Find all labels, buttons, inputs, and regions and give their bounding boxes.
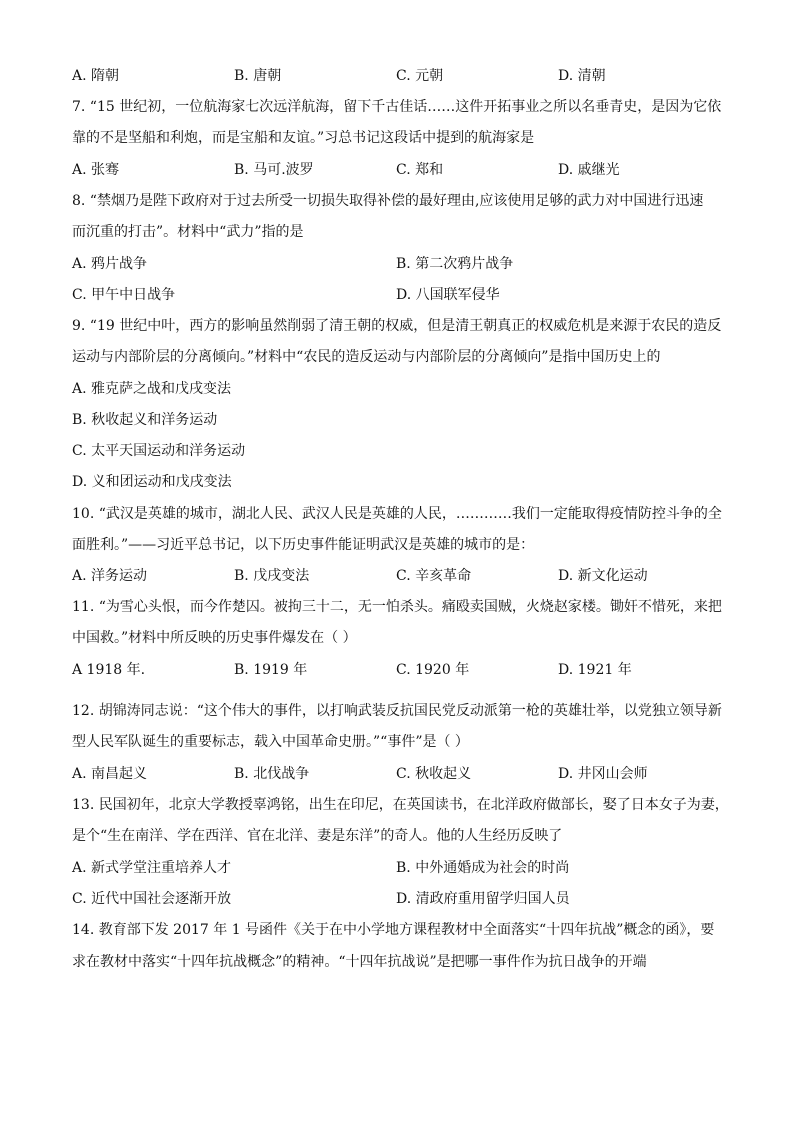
option-b: B. 1919 年	[234, 662, 308, 678]
option-b: B. 北伐战争	[234, 766, 310, 782]
option-d: D. 清政府重用留学归国人员	[396, 891, 570, 907]
option-c: C. 郑和	[396, 162, 444, 178]
option-c: C. 近代中国社会逐渐开放	[72, 891, 232, 907]
q9-option-c: C. 太平天国运动和洋务运动	[72, 443, 246, 459]
q13-stem-line1: 13. 民国初年，北京大学教授辜鸿铭，出生在印尼，在英国读书，在北洋政府做部长，娶了日本女子为妻，	[72, 797, 729, 813]
option-b: B. 第二次鸦片战争	[396, 256, 514, 272]
q12-stem-line1: 12. 胡锦涛同志说：“这个伟大的事件，以打响武装反抗国民党反动派第一枪的英雄壮举，以党独立领导新	[72, 703, 722, 719]
option-c: C. 甲午中日战争	[72, 287, 176, 303]
q9-option-a: A. 雅克萨之战和戊戌变法	[72, 381, 232, 397]
option-d: D. 井冈山会师	[558, 766, 648, 782]
option-d: D. 戚继光	[558, 162, 620, 178]
q10-stem-line2: 面胜利。”——习近平总书记，以下历史事件能证明武汉是英雄的城市的是：	[72, 537, 535, 553]
q8-options-row1	[72, 254, 732, 274]
q7-stem-line2: 靠的不是坚船和利炮，而是宝船和友谊。”习总书记这段话中提到的航海家是	[72, 130, 535, 146]
option-d: D. 新文化运动	[558, 568, 648, 584]
option-a: A 1918 年.	[72, 662, 146, 678]
option-a: A. 洋务运动	[72, 568, 148, 584]
q10-stem-line1: 10. “武汉是英雄的城市，湖北人民、武汉人民是英雄的人民，…………我们一定能取得疫情防控斗争的全	[72, 506, 722, 522]
option-b: B. 唐朝	[234, 68, 282, 84]
option-d: D. 清朝	[558, 68, 606, 84]
option-a: A. 张骞	[72, 162, 120, 178]
q10-options	[72, 566, 732, 586]
q8-options-row2	[72, 285, 732, 305]
option-b: B. 马可.波罗	[234, 162, 314, 178]
option-a: A. 鸦片战争	[72, 256, 148, 272]
option-d: D. 八国联军侵华	[396, 287, 500, 303]
option-a: A. 南昌起义	[72, 766, 148, 782]
q13-stem-line2: 是个“生在南洋、学在西洋、官在北洋、妻是东洋”的奇人。他的人生经历反映了	[72, 828, 563, 844]
option-b: B. 戊戌变法	[234, 568, 310, 584]
option-a: A. 隋朝	[72, 68, 120, 84]
q7-stem-line1: 7. “15 世纪初，一位航海家七次远洋航海，留下千古佳话……这件开拓事业之所以名垂青史，是因为它依	[72, 99, 722, 115]
q8-stem-line2: 而沉重的打击”。材料中“武力”指的是	[72, 224, 304, 240]
q11-stem-line1: 11. “为雪心头恨，而今作楚囚。被拘三十二，无一怕杀头。痛殴卖国贼，火烧赵家楼。锄奸不惜死，来把	[72, 599, 722, 615]
q11-options	[72, 660, 732, 680]
option-c: C. 辛亥革命	[396, 568, 472, 584]
option-a: A. 新式学堂注重培养人才	[72, 860, 232, 876]
q8-stem-line1: 8. “禁烟乃是陛下政府对于过去所受一切损失取得补偿的最好理由,应该使用足够的武力对中国进行迅速	[72, 193, 704, 209]
option-c: C. 元朝	[396, 68, 444, 84]
q14-stem-line2: 求在教材中落实“十四年抗战概念”的精神。“十四年抗战说”是把哪一事件作为抗日战争的开端	[72, 954, 647, 970]
q9-option-d: D. 义和团运动和戊戌变法	[72, 474, 232, 490]
option-c: C. 1920 年	[396, 662, 470, 678]
q12-stem-line2: 型人民军队诞生的重要标志，载入中国革命史册。”“事件”是（ ）	[72, 734, 469, 750]
q9-stem-line1: 9. “19 世纪中叶，西方的影响虽然削弱了清王朝的权威，但是清王朝真正的权威危机是来源于农民的造反	[72, 318, 722, 334]
q13-options-row2	[72, 889, 732, 909]
q12-options	[72, 764, 732, 784]
option-d: D. 1921 年	[558, 662, 632, 678]
q6-options	[72, 66, 732, 86]
q7-options	[72, 160, 732, 180]
q13-options-row1	[72, 858, 732, 878]
option-c: C. 秋收起义	[396, 766, 472, 782]
q11-stem-line2: 中国救。”材料中所反映的历史事件爆发在（ ）	[72, 630, 357, 646]
option-b: B. 中外通婚成为社会的时尚	[396, 860, 570, 876]
q9-stem-line2: 运动与内部阶层的分离倾向。”材料中“农民的造反运动与内部阶层的分离倾向”是指中国历史上的	[72, 349, 661, 365]
q14-stem-line1: 14. 教育部下发 2017 年 1 号函件《关于在中小学地方课程教材中全面落实“十四年抗战”概念的函》，要	[72, 922, 715, 938]
q9-option-b: B. 秋收起义和洋务运动	[72, 412, 218, 428]
